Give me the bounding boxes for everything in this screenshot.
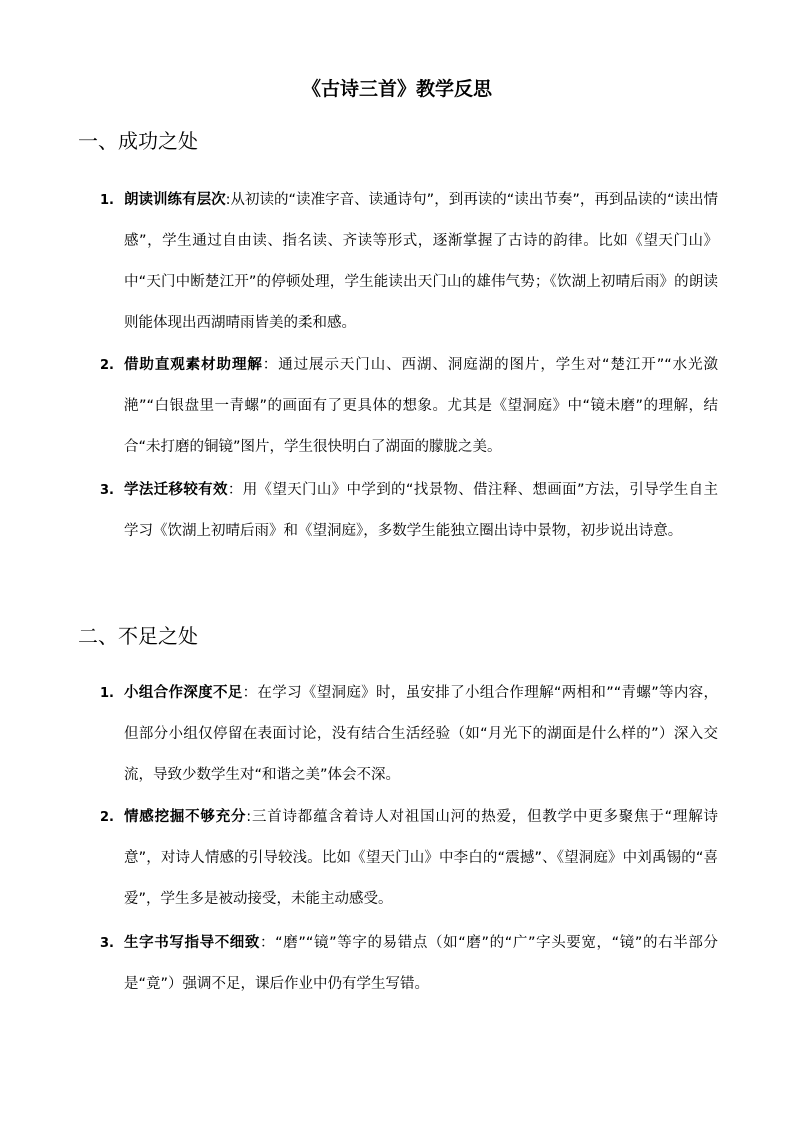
list-item-body xyxy=(124,923,718,1005)
list-item-number: 3. xyxy=(100,483,114,498)
section-heading-success: 一、成功之处 xyxy=(78,129,198,153)
list-item-body xyxy=(124,673,718,796)
list-item-lead: 小组合作深度不足 xyxy=(124,685,243,701)
list-item-number: 1. xyxy=(100,193,114,208)
list-item-lead: 生字书写指导不细致 xyxy=(124,935,261,951)
list-item-text: ：在学习《望洞庭》时，虽安排了小组合作理解“两相和”“青螺”等内容，但部分小组仅停留在表面讨论，没有结合生活经验（如“月光下的湖面是什么样的”）深入交流，导致少数学生对“和谐之美”体会不深。 xyxy=(124,685,719,783)
document-title: 《古诗三首》教学反思 xyxy=(301,78,492,100)
list-item-lead: 学法迁移较有效 xyxy=(124,482,228,498)
section-heading-shortcomings: 二、不足之处 xyxy=(78,624,198,648)
list-item-body xyxy=(124,180,718,344)
list-item-lead: 借助直观素材助理解 xyxy=(124,357,263,373)
list-item-text: :三首诗都蕴含着诗人对祖国山河的热爱，但教学中更多聚焦于“理解诗意”，对诗人情感的引导较浅。比如《望天门山》中李白的“震撼”、《望洞庭》中刘禹锡的“喜爱”，学生多是被动接受，未能主动感受。 xyxy=(124,809,718,907)
list-item-text: ：用《望天门山》中学到的“找景物、借注释、想画面”方法，引导学生自主学习《饮湖上初晴后雨》和《望洞庭》，多数学生能独立圈出诗中景物，初步说出诗意。 xyxy=(124,482,718,539)
list-item-text: ：“磨”“镜”等字的易错点（如“磨”的“广”字头要宽，“镜”的右半部分是“竟”）强调不足，课后作业中仍有学生写错。 xyxy=(124,935,718,992)
list-item-text: ：通过展示天门山、西湖、洞庭湖的图片，学生对“楚江开”“水光潋滟”“白银盘里一青螺”的画面有了更具体的想象。尤其是《望洞庭》中“镜未磨”的理解，结合“未打磨的铜镜”图片，学生很快明白了湖面的朦胧之美。 xyxy=(124,357,718,455)
list-item-body xyxy=(124,797,718,920)
list-item-body xyxy=(124,345,718,468)
list-item-number: 1. xyxy=(100,686,114,701)
list-item-number: 3. xyxy=(100,936,114,951)
list-item-lead: 朗读训练有层次 xyxy=(124,192,226,208)
list-item-number: 2. xyxy=(100,810,114,825)
list-item-lead: 情感挖掘不够充分 xyxy=(124,809,247,825)
list-item-body xyxy=(124,470,718,552)
list-item-number: 2. xyxy=(100,358,114,373)
list-item-text: :从初读的“读准字音、读通诗句”，到再读的“读出节奏”，再到品读的“读出情感”，学生通过自由读、指名读、齐读等形式，逐渐掌握了古诗的韵律。比如《望天门山》中“天门中断楚江开”的停顿处理，学生能读出天门山的雄伟气势；《饮湖上初晴后雨》的朗读则能体现出西湖晴雨皆美的柔和感。 xyxy=(124,192,718,331)
